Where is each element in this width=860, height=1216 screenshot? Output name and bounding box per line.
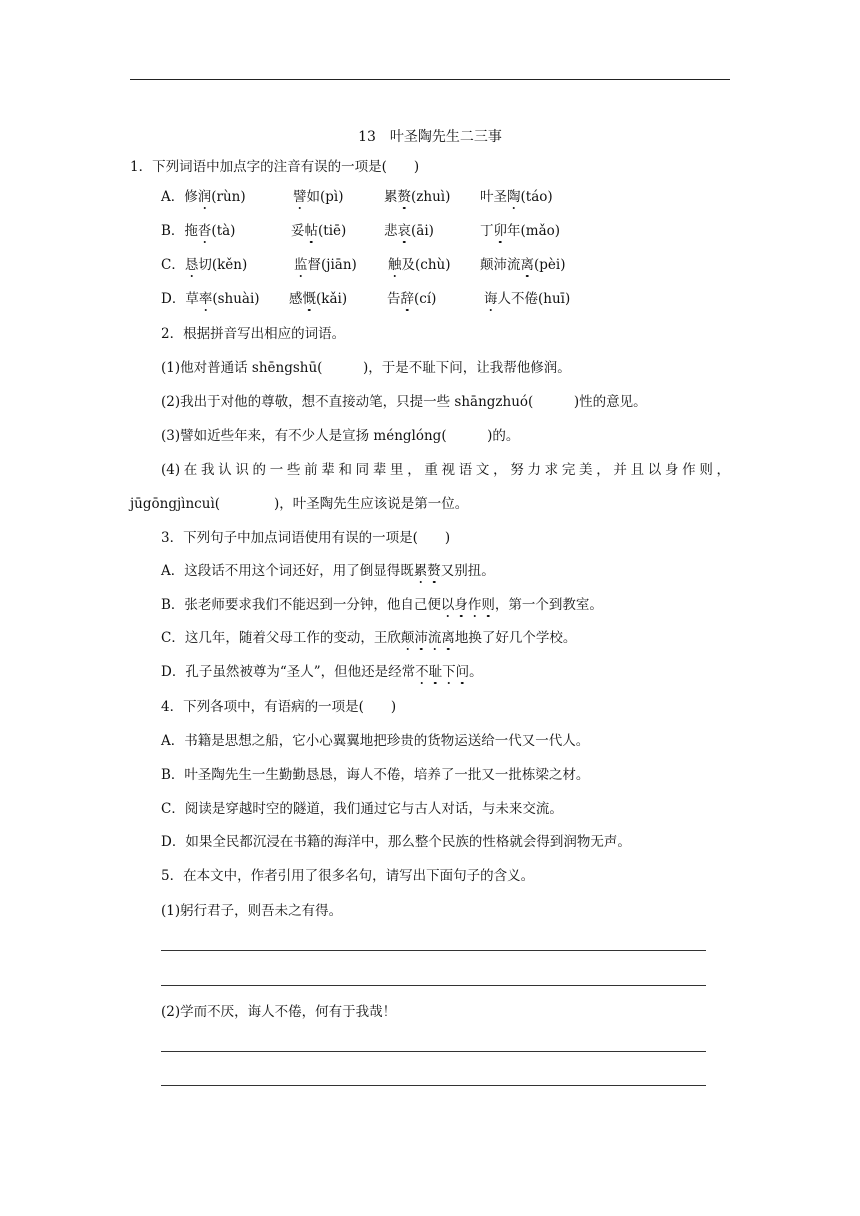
q1-a-text: 累: [384, 189, 398, 205]
dotted-char: 恳: [184, 257, 199, 273]
q4-option-a: A．书籍是思想之船，它小心翼翼地把珍贵的货物运送给一代又一代人。: [161, 733, 590, 749]
q1-d-text: D．草: [161, 291, 199, 307]
q3-d-text: D．孔子虽然被尊为“圣人”，但他还是经常: [161, 664, 416, 680]
q1-b-text: (āi): [411, 223, 434, 239]
q5-item-1: (1)躬行君子，则吾未之有得。: [161, 903, 343, 919]
dotted-char: 则: [481, 597, 495, 613]
q2-item-4: (4)在我认识的一些前辈和同辈里，重视语文，努力求完美，并且以身作则，: [161, 462, 730, 478]
q3-d-text: 。: [469, 664, 483, 680]
q1-d-text: 人不倦(huī): [497, 291, 571, 307]
dotted-char: 率: [198, 291, 213, 307]
q3-b-text: ，第一个到教室。: [494, 597, 603, 613]
page-title: 13 叶圣陶先生二三事: [358, 129, 502, 145]
dotted-char: 陶: [507, 189, 521, 205]
q2-stem: 2．根据拼音写出相应的词语。: [161, 326, 346, 342]
q1-a-text: (rùn): [211, 189, 246, 205]
q5-item-2: (2)学而不厌，诲人不倦，何有于我哉！: [161, 1004, 397, 1020]
dotted-char: 作: [467, 597, 482, 613]
q3-option-b: [161, 596, 603, 614]
q3-stem: 3．下列句子中加点词语使用有误的一项是( ): [161, 530, 451, 546]
q2-item-1: (1)他对普通话 shēngshū( )，于是不耻下问，让我帮他修润。: [161, 360, 571, 376]
q1-a-text: (táo): [520, 189, 553, 205]
q3-b-text: B．张老师要求我们不能迟到一分钟，他自己便: [161, 597, 441, 613]
dotted-char: 下: [442, 664, 456, 680]
dotted-char: 譬: [293, 189, 307, 205]
q1-a-text: (zhuì): [411, 189, 451, 205]
q1-b-text: (tà): [211, 223, 236, 239]
q1-a-text: 如(pì): [306, 189, 344, 205]
q3-c-text: 地换了好几个学校。: [454, 630, 577, 646]
dotted-char: 离: [520, 257, 534, 273]
q1-b-text: 妥: [291, 223, 305, 239]
q1-b-text: 年(mǎo): [507, 223, 561, 239]
q1-d-text: (kǎi): [316, 291, 348, 307]
dotted-char: 问: [455, 664, 470, 680]
q3-option-a: [161, 562, 495, 580]
q1-d-text: 感: [289, 291, 303, 307]
answer-line[interactable]: [161, 950, 706, 951]
q2-item-3: (3)譬如近些年来，有不少人是宣扬 ménglóng( )的。: [161, 428, 520, 444]
dotted-char: 沛: [414, 630, 428, 646]
q1-c-text: 切(kěn): [198, 257, 248, 273]
dotted-char: 哀: [397, 223, 411, 239]
answer-line[interactable]: [161, 1051, 706, 1052]
dotted-char: 流: [427, 630, 442, 646]
q3-a-text: 又别扭。: [440, 563, 495, 579]
q1-d-text: (cí): [414, 291, 437, 307]
dotted-char: 触: [388, 257, 402, 273]
q1-stem: 1．下列词语中加点字的注音有误的一项是( ): [130, 159, 420, 175]
q3-option-c: [161, 629, 576, 647]
q1-b-text: B．拖: [161, 223, 198, 239]
dotted-char: 赘: [397, 189, 411, 205]
q5-stem: 5．在本文中，作者引用了很多名句，请写出下面句子的含义。: [161, 868, 535, 884]
q4-option-d: D．如果全民都沉浸在书籍的海洋中，那么整个民族的性格就会得到润物无声。: [161, 834, 631, 850]
answer-line[interactable]: [161, 985, 706, 986]
dotted-char: 累: [413, 563, 428, 579]
q1-b-text: 丁: [480, 223, 494, 239]
dotted-char: 以: [440, 597, 455, 613]
q1-d-text: 告: [387, 291, 401, 307]
q1-c-text: 督(jiān): [307, 257, 357, 273]
q1-c-text: 颠沛流: [480, 257, 521, 273]
dotted-char: 诲: [484, 291, 498, 307]
q3-c-text: C．这几年，随着父母工作的变动，王欣: [161, 630, 401, 646]
q1-a-text: 叶圣: [480, 189, 507, 205]
q1-c-text: C．: [161, 257, 185, 273]
dotted-char: 身: [454, 597, 468, 613]
dotted-char: 不: [415, 664, 429, 680]
q1-b-text: 悲: [384, 223, 398, 239]
q3-a-text: A．这段话不用这个词还好，用了倒显得既: [161, 563, 414, 579]
q1-c-text: 及(chù): [401, 257, 451, 273]
dotted-char: 沓: [197, 223, 212, 239]
dotted-char: 赘: [427, 563, 441, 579]
dotted-char: 离: [441, 630, 455, 646]
dotted-char: 辞: [400, 291, 414, 307]
q4-option-b: B．叶圣陶先生一生勤勤恳恳，诲人不倦，培养了一批又一批栋梁之材。: [161, 767, 590, 783]
q1-a-text: A．修: [161, 189, 198, 205]
dotted-char: 帖: [304, 223, 318, 239]
q3-option-d: [161, 663, 483, 681]
header-rule: [130, 79, 730, 80]
q4-option-c: C．阅读是穿越时空的隧道，我们通过它与古人对话，与未来交流。: [161, 801, 563, 817]
q1-b-text: (tiē): [318, 223, 347, 239]
q4-stem: 4．下列各项中，有语病的一项是( ): [161, 699, 397, 715]
q1-d-text: (shuài): [212, 291, 260, 307]
q1-c-text: (pèi): [534, 257, 566, 273]
dotted-char: 耻: [428, 664, 443, 680]
q2-item-4-cont: jūgōngjìncuì( )，叶圣陶先生应该说是第一位。: [130, 496, 469, 512]
dotted-char: 慨: [302, 291, 316, 307]
dotted-char: 润: [197, 189, 212, 205]
dotted-char: 颠: [400, 630, 415, 646]
q2-item-2: (2)我出于对他的尊敬，想不直接动笔，只提一些 shāngzhuó( )性的意见。: [161, 394, 647, 410]
dotted-char: 监: [294, 257, 308, 273]
answer-line[interactable]: [161, 1085, 706, 1086]
dotted-char: 卯: [493, 223, 507, 239]
